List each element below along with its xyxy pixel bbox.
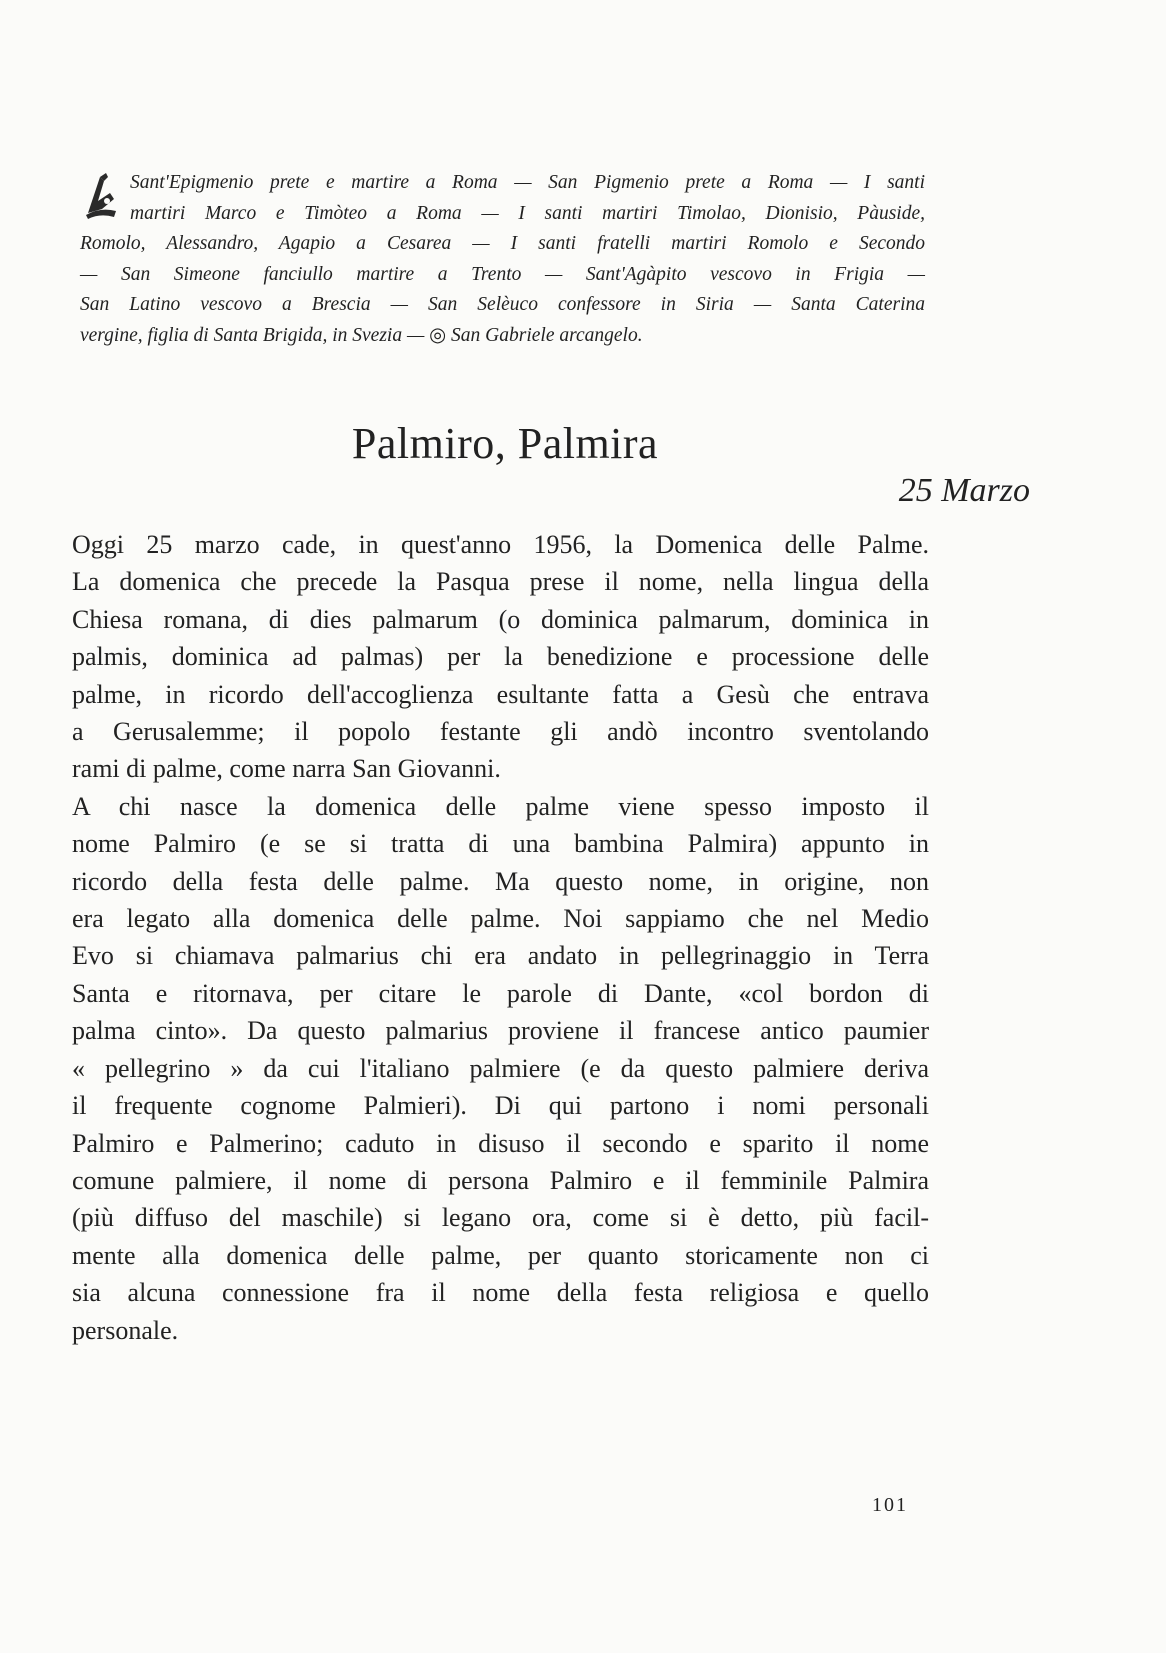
- body-line: palmis, dominica ad palmas) per la benedizione e processione delle: [72, 642, 929, 672]
- body-line: ricordo della festa delle palme. Ma questo nome, in origine, non: [72, 866, 929, 896]
- saints-line: martiri Marco e Timòteo a Roma — I santi martiri Timolao, Dionisio, Pàuside,: [130, 202, 925, 224]
- body-line: palma cinto». Da questo palmarius proviene il francese antico paumier: [72, 1016, 929, 1046]
- article-body: [72, 526, 929, 1349]
- page-title: Palmiro, Palmira: [351, 419, 659, 468]
- body-line: era legato alla domenica delle palme. Noi sappiamo che nel Medio: [72, 904, 929, 934]
- body-line: mente alla domenica delle palme, per quanto storicamente non ci: [72, 1240, 929, 1270]
- body-line: nome Palmiro (e se si tratta di una bambina Palmira) appunto in: [72, 829, 929, 859]
- saints-line: Sant'Epigmenio prete e martire a Roma — San Pigmenio prete a Roma — I santi: [130, 172, 925, 193]
- body-line: personale.: [72, 1315, 179, 1345]
- body-line: Palmiro e Palmerino; caduto in disuso il secondo e sparito il nome: [72, 1128, 929, 1158]
- body-line: Chiesa romana, di dies palmarum (o dominica palmarum, dominica in: [72, 604, 929, 634]
- body-line: « pellegrino » da cui l'italiano palmiere (e da questo palmiere deriva: [72, 1053, 929, 1083]
- saints-line: — San Simeone fanciullo martire a Trento — Sant'Agàpito vescovo in Frigia —: [80, 263, 925, 285]
- body-line: Santa e ritornava, per citare le parole di Dante, «col bordon di: [72, 978, 929, 1008]
- body-line: palme, in ricordo dell'accoglienza esultante fatta a Gesù che entrava: [72, 679, 929, 709]
- body-line: A chi nasce la domenica delle palme viene spesso imposto il: [72, 791, 929, 821]
- saints-line: San Latino vescovo a Brescia — San Selèuco confessore in Siria — Santa Caterina: [80, 294, 925, 315]
- body-line: Oggi 25 marzo cade, in quest'anno 1956, la Domenica delle Palme.: [72, 530, 929, 559]
- body-line: comune palmiere, il nome di persona Palmiro e il femminile Palmira: [72, 1165, 929, 1195]
- saints-line: vergine, figlia di Santa Brigida, in Svezia — ◎ San Gabriele arcangelo.: [80, 324, 643, 346]
- body-line: a Gerusalemme; il popolo festante gli andò incontro sventolando: [72, 717, 929, 747]
- body-line: (più diffuso del maschile) si legano ora, come si è detto, più facil-: [72, 1203, 929, 1233]
- body-line: rami di palme, come narra San Giovanni.: [72, 754, 501, 784]
- body-line: il frequente cognome Palmieri). Di qui partono i nomi personali: [72, 1091, 929, 1121]
- body-line: sia alcuna connessione fra il nome della festa religiosa e quello: [72, 1278, 929, 1308]
- body-line: La domenica che precede la Pasqua prese il nome, nella lingua della: [72, 567, 929, 597]
- saints-line: Romolo, Alessandro, Agapio a Cesarea — I santi fratelli martiri Romolo e Secondo: [80, 233, 925, 254]
- page-number: 101: [872, 1494, 908, 1516]
- feast-date: 25 Marzo: [898, 472, 1030, 509]
- saints-of-the-day: [80, 168, 925, 351]
- body-line: Evo si chiamava palmarius chi era andato in pellegrinaggio in Terra: [72, 941, 929, 971]
